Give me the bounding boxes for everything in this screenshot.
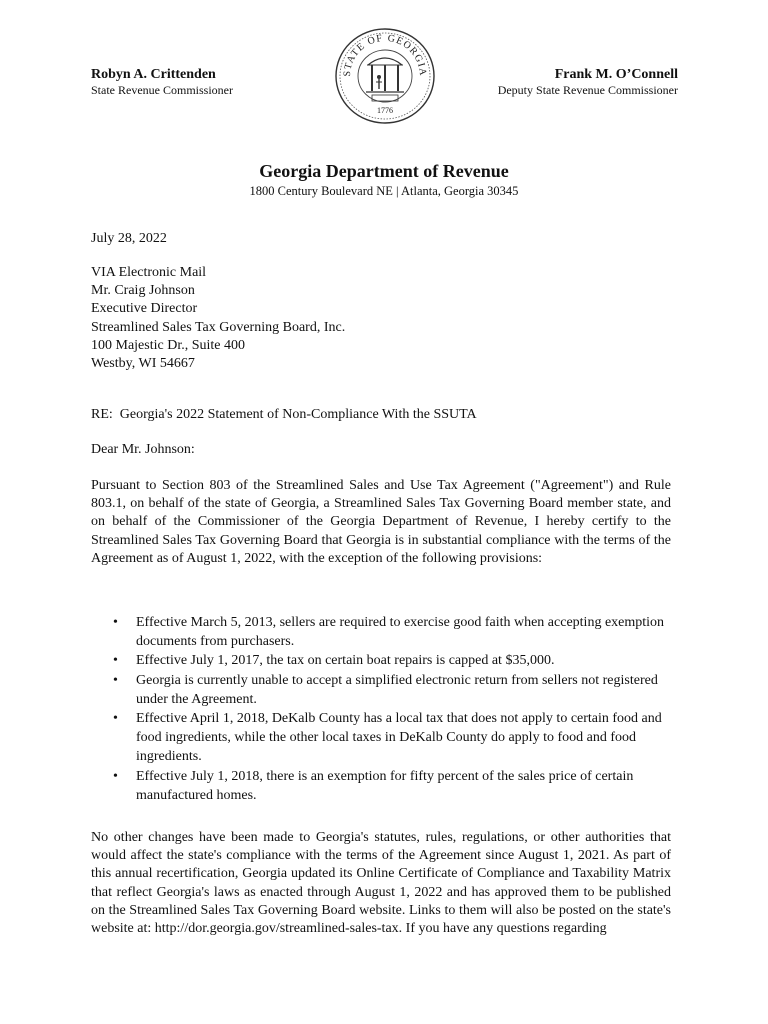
recipient-organization: Streamlined Sales Tax Governing Board, Inc. xyxy=(91,319,346,335)
letter-date: July 28, 2022 xyxy=(91,231,167,246)
state-seal-icon xyxy=(334,27,436,125)
list-item xyxy=(91,651,671,670)
delivery-method: VIA Electronic Mail xyxy=(91,265,207,280)
seal-top-text: STATE OF GEORGIA xyxy=(341,32,429,78)
deputy-name: Frank M. O’Connell xyxy=(554,67,678,82)
seal-year: 1776 xyxy=(377,106,393,115)
recipient-city: Westby, WI 54667 xyxy=(91,356,195,372)
bullet-icon: • xyxy=(113,768,118,784)
salutation: Dear Mr. Johnson: xyxy=(91,442,195,457)
commissioner-name: Robyn A. Crittenden xyxy=(91,67,216,82)
list-item xyxy=(91,613,671,651)
list-item-text: Georgia is currently unable to accept a simplified electronic return from sellers not registered under the Agreement. xyxy=(136,672,658,707)
exceptions-list xyxy=(91,613,671,805)
deputy-block xyxy=(498,66,678,98)
recipient-name: Mr. Craig Johnson xyxy=(91,283,195,299)
bullet-icon: • xyxy=(113,615,118,630)
list-item xyxy=(91,709,671,767)
department-name: Georgia Department of Revenue xyxy=(259,161,509,181)
paragraph-recertification: No other changes have been made to Georgia's statutes, rules, regulations, or other authorities that would affect the state's compliance with the terms of the Agreement since August 1, 2021. As part of this annual recertification, Georgia updated its Online Certificate of Compliance and Taxability Matrix that reflect Georgia's laws as enacted through August 1, 2022 and has approved them to be published on the Streamlined Sales Tax Governing Board website. Links to them will also be posted on the state's website at: http://dor.georgia.gov/streamlined-sales-tax. If you have any questions regarding xyxy=(91,830,671,937)
recipient-title: Executive Director xyxy=(91,301,198,317)
paragraph-certification: Pursuant to Section 803 of the Streamlined Sales and Use Tax Agreement ("Agreement") and Rule 803.1, on behalf of the state of Georgia, a Streamlined Sales Tax Governing Board member state, and on behalf of the Commissioner of the Georgia Department of Revenue, I hereby certify to the Streamlined Sales Tax Governing Board that Georgia is in substantial compliance with the terms of the Agreement as of August 1, 2022, with the exception of the following provisions: xyxy=(91,478,671,566)
department-address: 1800 Century Boulevard NE | Atlanta, Georgia 30345 xyxy=(249,184,519,198)
department-heading xyxy=(0,160,768,199)
subject-line: RE: Georgia's 2022 Statement of Non-Compliance With the SSUTA xyxy=(91,407,477,422)
recipient-street: 100 Majestic Dr., Suite 400 xyxy=(91,337,245,353)
deputy-title: Deputy State Revenue Commissioner xyxy=(497,83,678,97)
bullet-icon: • xyxy=(113,672,118,688)
list-item xyxy=(91,671,671,709)
list-item-text: Effective July 1, 2018, there is an exemption for fifty percent of the sales price of certain manufactured homes. xyxy=(136,768,634,803)
list-item-text: Effective July 1, 2017, the tax on certain boat repairs is capped at $35,000. xyxy=(136,653,555,669)
list-item xyxy=(91,767,671,805)
commissioner-title: State Revenue Commissioner xyxy=(91,83,233,97)
commissioner-block xyxy=(91,66,233,98)
bullet-icon: • xyxy=(113,711,118,727)
recipient-address xyxy=(91,264,671,373)
list-item-text: Effective March 5, 2013, sellers are required to exercise good faith when accepting exemption documents from purchasers. xyxy=(136,615,665,650)
bullet-icon: • xyxy=(113,653,118,669)
list-item-text: Effective April 1, 2018, DeKalb County has a local tax that does not apply to certain food and food ingredients, while the other local taxes in DeKalb County do apply to food and food ingredients. xyxy=(136,711,662,765)
